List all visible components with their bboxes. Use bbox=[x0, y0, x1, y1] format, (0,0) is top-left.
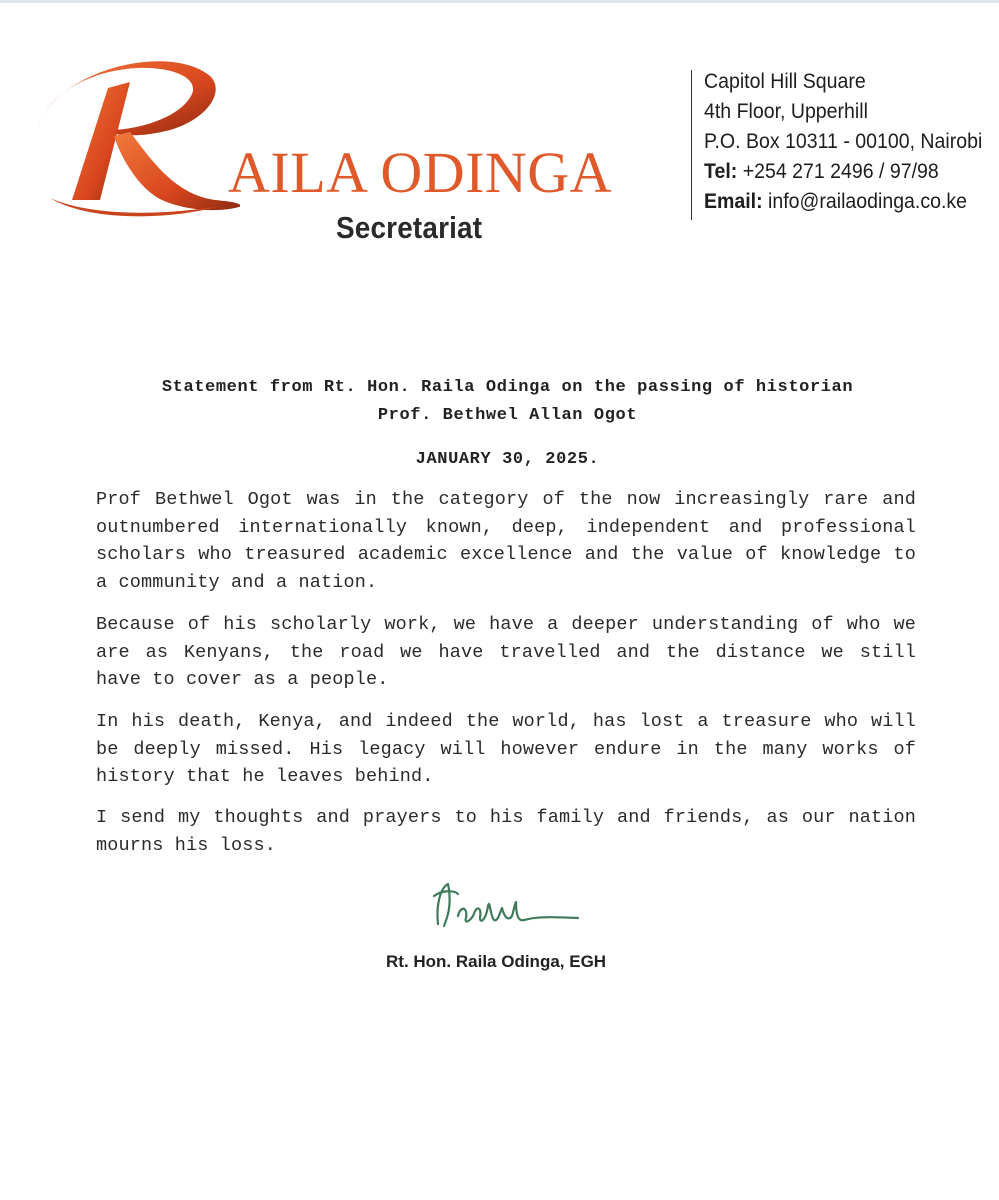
swoosh-r-icon bbox=[20, 48, 240, 218]
logo-subtitle: Secretariat bbox=[336, 210, 483, 245]
logo bbox=[20, 48, 660, 245]
statement-date: JANUARY 30, 2025. bbox=[415, 450, 600, 469]
email-label: Email: bbox=[704, 190, 763, 213]
statement-title-line-2: Prof. Bethwel Allan Ogot bbox=[377, 406, 638, 425]
email-value: info@railaodinga.co.ke bbox=[768, 190, 968, 213]
tel-value: +254 271 2496 / 97/98 bbox=[742, 160, 939, 183]
signature-image bbox=[428, 876, 588, 936]
logo-name: AILA ODINGA bbox=[228, 140, 613, 205]
top-edge-rule bbox=[0, 0, 999, 3]
contact-block bbox=[704, 67, 999, 217]
email-line bbox=[704, 187, 982, 217]
address-line: P.O. Box 10311 - 00100, Nairobi bbox=[704, 130, 983, 153]
letterhead-divider bbox=[691, 70, 692, 220]
paragraph: In his death, Kenya, and indeed the world, has lost a treasure who will be deeply missed. His legacy will however endure in the many works of history that he leaves behind. bbox=[96, 711, 916, 787]
statement-title-line-1: Statement from Rt. Hon. Raila Odinga on the passing of historian bbox=[161, 378, 854, 397]
paragraph: I send my thoughts and prayers to his family and friends, as our nation mourns his loss. bbox=[96, 807, 916, 856]
phone-line bbox=[704, 157, 982, 187]
paragraph: Prof Bethwel Ogot was in the category of the now increasingly rare and outnumbered internationally known, deep, independent and professional scholars who treasured academic excellence and the value of knowledge to a community and a nation. bbox=[96, 489, 916, 593]
address-line: Capitol Hill Square bbox=[704, 70, 866, 93]
signer-name: Rt. Hon. Raila Odinga, EGH bbox=[386, 952, 607, 971]
tel-label: Tel: bbox=[704, 160, 738, 183]
paragraph: Because of his scholarly work, we have a deeper understanding of who we are as Kenyans, the road we have travelled and the distance we still have to cover as a people. bbox=[96, 614, 916, 690]
address-line: 4th Floor, Upperhill bbox=[704, 100, 868, 123]
